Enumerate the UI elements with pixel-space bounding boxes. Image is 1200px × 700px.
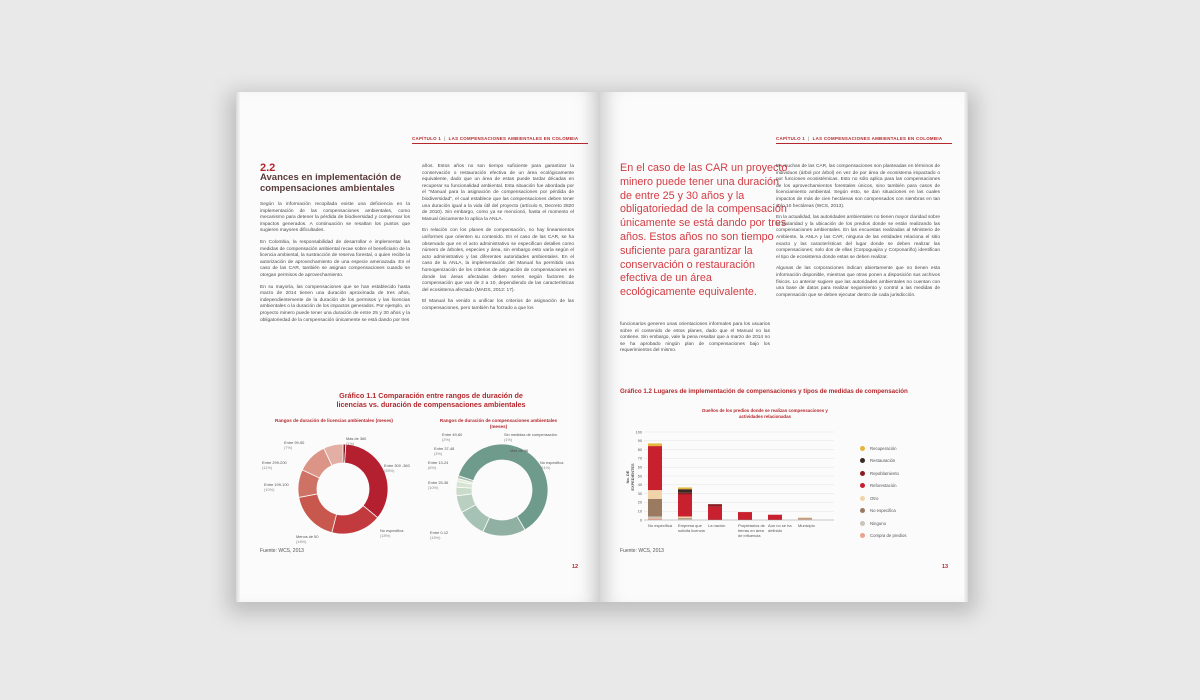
y-tick-label: 80 [637, 447, 642, 452]
legend-label: Reforestación [870, 483, 897, 489]
y-tick-label: 40 [637, 483, 642, 488]
donut-label: Más de 360 (1%) [346, 436, 367, 446]
paragraph: En relación con los planes de compensación, no hay lineamientos uniformes que orienten su contenido. En el caso de las CAR, se ha observado que en el acto administrativo se especifican detalles como número de árboles, especies y área, sin embargo esto varía según el acto administrativo y las diferentes autoridades ambientales. En el caso de la ANLA, la implementación del Manual ha permitido una homogenización de los criterios de asignación de compensaciones en donde las áreas afectadas deben series según factores de compensación que van de 2 a 10, dependiendo de las características del ecosistema afectado (MADS, 2012: 17). [422, 228, 574, 293]
donut-label: Más de 96 (1%) [510, 448, 529, 458]
bar-segment [798, 518, 812, 519]
left-page [236, 92, 600, 602]
bar-segment [648, 516, 662, 518]
legend-item [860, 467, 907, 480]
donut-2-title: Rangos de duración de compensaciones ambientales (meses) [439, 418, 558, 429]
legend-item [860, 480, 907, 493]
legend-swatch [860, 483, 865, 488]
donut-slice [345, 444, 388, 518]
y-tick-label: 70 [637, 456, 642, 461]
y-axis-title: No. DE EXPEDIENTES [625, 463, 635, 491]
x-tick-label: Empresa que solicita licencia [678, 523, 705, 533]
bar-segment [738, 512, 752, 520]
bar-segment [648, 443, 662, 446]
donut-label: Entre 0-12 (15%) [430, 530, 449, 540]
section-title: Avances en implementación de compensaciones ambientales [260, 172, 402, 194]
x-tick-label: Aún no se ha definido [768, 523, 792, 533]
legend-swatch [860, 458, 865, 463]
bar-segment [708, 504, 722, 507]
donut-label: Entre 199-100 (10%) [264, 482, 289, 492]
donut-label: Entre 300 -360 (35%) [384, 463, 410, 473]
x-tick-label: No especifica [648, 523, 673, 528]
donut-label: Entre 49-60 (2%) [442, 432, 463, 442]
legend-swatch [860, 521, 865, 526]
legend-label: Ninguno [870, 520, 887, 526]
paragraph: El Manual ha venido a unificar los criterios de asignación de las compensaciones, pero también ha forzado a que los [422, 299, 574, 311]
paragraph: funcionarios generen unas orientaciones informales para los usuarios sobre el contenido de estos planes, dado que el Manual no las contiene. Sin embargo, vale la pena resaltar que a marzo de 2014 no se ha aprobado ningún plan de compensaciones bajo los requerimientos del mismo. [620, 322, 770, 354]
running-head: CAPÍTULO 1 | LAS COMPENSACIONES AMBIENTALES EN COLOMBIA [412, 136, 579, 141]
bar-segment [648, 490, 662, 499]
right-column-2 [776, 164, 940, 304]
donut-label: No especifica (18%) [380, 528, 404, 538]
bar-chart-subtitle: Dueños de los predios donde se realizan compensaciones y actividades relacionadas [702, 408, 828, 419]
paragraph: En muchas de las CAR, las compensaciones son planteadas en términos de individuos (árbol por árbol) en vez de por área de ecosistema impactado o por funciones ecosistémicas. Esto no sólo aplica para las compensaciones de los aprovechamientos forestales únicos, sino también para casos de licenciamiento ambiental. Según esto, se dan situaciones en las cuales impactos de más de cien hectáreas son compensados con siembras en tan solo 10 hectáreas (WCS, 2013). [776, 164, 940, 209]
chapter-label: CAPÍTULO 1 [776, 136, 806, 141]
bar-segment [678, 493, 692, 495]
donut-label: Entre 37-48 (3%) [434, 446, 455, 456]
legend-label: Repoblamiento [870, 470, 899, 476]
paragraph: Algunas de las corporaciones indican abiertamente que no tienen esta información disponible, mientras que otras ponen a disposición sus archivos físicos. Lo anterior sugiere que las autoridades ambientales no cuentan con una base de datos para realizar seguimiento y control a las medidas de compensación que se deben ejecutar dentro de cada jurisdicción. [776, 266, 940, 298]
bar-segment [678, 516, 692, 518]
page-number: 12 [572, 564, 579, 570]
x-tick-label: La nación [708, 523, 726, 528]
pull-quote: En el caso de las CAR un proyecto minero puede tener una duración de entre 25 y 30 años y la obligatoriedad de la compensación únicamente se está dando por tres años. Estos años no son tiempo suficiente para garantizar la conservación o restauración efectiva de un área ecológicamente equivalente. [620, 162, 788, 299]
legend-swatch [860, 508, 865, 513]
legend-label: No especifica [870, 508, 896, 514]
paragraph: En la actualidad, las autoridades ambientales no tienen mayor claridad sobre la titularidad y la ubicación de los predios donde se están realizando las compensaciones ambientales. En las encuestas realizadas al Ministerio de Ambiente, la ANLA y las CAR, ninguna de las entidades relaciona el sitio exacto y las características del lugar donde se deben realizar las compensaciones; solo dos de ellas (Corpoguajira y Corponariño) identifican el tipo de ecosistema donde estas se deben realizar. [776, 215, 940, 260]
paragraph: En Colombia, la responsabilidad de desarrollar e implementar las medidas de compensación ambiental recae sobre el beneficiario de la licencia ambiental, la sustracción de reserva forestal, o quien recibe la autorización de aprovechamiento de una especie amenazada. En el caso de las CAR, también se asignan compensaciones cuando se otorgan permisos de aprovechamiento. [260, 239, 410, 278]
bar-segment [678, 494, 692, 516]
bar-legend [860, 442, 907, 542]
paragraph: años. Estos años no son tiempo suficiente para garantizar la conservación o restauración efectiva de un área ecológicamente equivalente, dado que un área de estas puede tardar décadas en recuperar su funcionalidad ambiental. Esta situación fue abordada por el "Manual para la asignación de compensaciones por pérdida de biodiversidad", el cual establece que las compensaciones deben tener una duración igual a la vida útil del proyecto (artículo 6, Decreto 2820 de 2010). Sin embargo, como ya se mencionó, hasta el momento el Manual únicamente lo aplica la ANLA. [422, 164, 574, 222]
legend-swatch [860, 446, 865, 451]
legend-label: Restauración [870, 458, 896, 464]
bar-segment [678, 489, 692, 493]
right-page [600, 92, 968, 602]
y-tick-label: 20 [637, 500, 642, 505]
legend-label: Compra de predios [870, 533, 907, 539]
bar-segment [708, 507, 722, 520]
left-column-1 [260, 202, 410, 329]
chart-2-title: Gráfico 1.2 Lugares de implementación de compensaciones y tipos de medidas de compensación [620, 388, 908, 395]
legend-item [860, 530, 907, 543]
donut-chart-licencias [298, 444, 388, 534]
x-tick-label: Municipio [798, 523, 815, 528]
chapter-label: CAPÍTULO 1 [412, 136, 442, 141]
y-tick-label: 60 [637, 465, 642, 470]
bar-segment [648, 518, 662, 520]
source-note: Fuente: WCS, 2013 [260, 548, 304, 554]
paragraph: En su mayoría, las compensaciones que se han establecido hasta marzo de 2014 tienen una duración aproximada de tres años, independientemente de la duración de los permisos y las licencias ambientales o la duración de los impactos generados. Por ejemplo, un proyecto minero puede tener una duración de entre 25 y 30 años y la obligatoriedad de la compensación únicamente se está dando por tres [260, 284, 410, 323]
donut-1-title: Rangos de duración de licencias ambientales (meses) [275, 418, 393, 423]
header-rule [776, 143, 952, 144]
donut-label: Menos de 50 (18%) [296, 534, 319, 544]
y-tick-label: 90 [637, 439, 642, 444]
bar-chart [628, 422, 848, 532]
legend-item [860, 505, 907, 518]
section-number: 2.2 [260, 162, 276, 174]
legend-item [860, 517, 907, 530]
bar-segment [798, 517, 812, 518]
y-tick-label: 10 [637, 509, 642, 514]
chapter-title: LAS COMPENSACIONES AMBIENTALES EN COLOMBIA [448, 136, 579, 141]
chapter-title: LAS COMPENSACIONES AMBIENTALES EN COLOMBIA [812, 136, 943, 141]
bar-segment [768, 515, 782, 520]
y-tick-label: 0 [639, 518, 642, 523]
page-number: 13 [942, 564, 949, 570]
y-tick-label: 50 [637, 474, 642, 479]
x-tick-label: Propietarios de tierras en área de influencia [738, 523, 765, 538]
donut-label: No especifica (61%) [540, 460, 564, 470]
bar-segment [648, 499, 662, 517]
right-column-1 [620, 322, 770, 360]
donut-label: Entre 25-36 (10%) [428, 480, 449, 490]
chart-1-title: Gráfico 1.1 Comparación entre rangos de duración de licencias vs. duración de compensaciones ambientales [336, 391, 526, 409]
y-tick-label: 100 [635, 430, 642, 435]
donut-label: Entre 299-200 (11%) [262, 460, 287, 470]
legend-swatch [860, 471, 865, 476]
left-column-2 [422, 164, 574, 317]
donut-label: Sin medidas de compensación (1%) [504, 432, 557, 442]
bar-segment [678, 518, 692, 519]
paragraph: Según la información recopilada existe una deficiencia en la implementación de las compensaciones ambientales, como mecanismo para detener la pérdida de biodiversidad y compensar los impactos generados. A continuación se resaltan los puntos que sugieren mayores dificultades. [260, 202, 410, 234]
legend-item [860, 442, 907, 455]
y-tick-label: 30 [637, 491, 642, 496]
running-head: CAPÍTULO 1 | LAS COMPENSACIONES AMBIENTALES EN COLOMBIA [776, 136, 943, 141]
donut-chart-compensaciones [456, 444, 548, 536]
bar-segment [648, 446, 662, 490]
donut-label: Entre 13-24 (6%) [428, 460, 449, 470]
legend-swatch [860, 533, 865, 538]
donut-slice [299, 494, 337, 533]
legend-swatch [860, 496, 865, 501]
bar-segment [678, 487, 692, 489]
donut-label: Entre 99-50 (7%) [284, 440, 305, 450]
legend-item [860, 455, 907, 468]
legend-label: Otro [870, 495, 879, 501]
header-rule [412, 143, 588, 144]
legend-label: Recuperación [870, 445, 897, 451]
legend-item [860, 492, 907, 505]
source-note: Fuente: WCS, 2013 [620, 548, 664, 554]
